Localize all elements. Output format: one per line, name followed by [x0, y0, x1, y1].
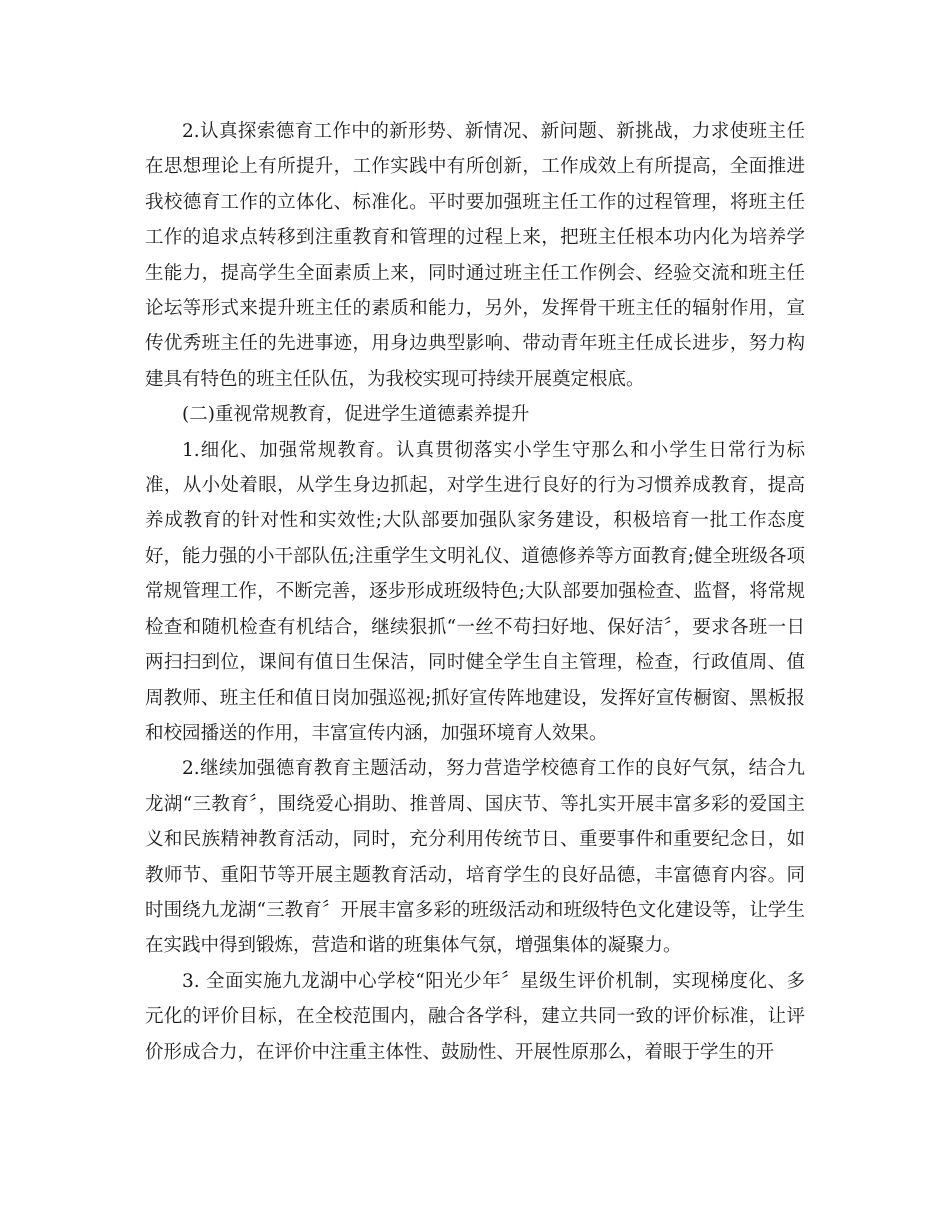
paragraph-theme-activities: 2.继续加强德育教育主题活动，努力营造学校德育工作的良好气氛，结合九龙湖“三教育〞，围绕爱心捐助、推普周、国庆节、等扎实开展丰富多彩的爱国主义和民族精神教育活动，同时，充分利用传统节日、重要事件和重要纪念日，如教师节、重阳节等开展主题教育活动，培育学生的良好品德，丰富德育内容。同时围绕九龙湖“三教育〞开展丰富多彩的班级活动和班级特色文化建设等，让学生在实践中得到锻炼，营造和谐的班集体气氛，增强集体的凝聚力。 [145, 758, 805, 957]
section-heading-routine-education: (二)重视常规教育，促进学生道德素养提升 [182, 404, 530, 426]
paragraph-routine-education: 1.细化、加强常规教育。认真贯彻落实小学生守那么和小学生日常行为标准，从小处着眼，从学生身边抓起，对学生进行良好的行为习惯养成教育，提高养成教育的针对性和实效性;大队部要加强队家务建设，积极培育一批工作态度好，能力强的小干部队伍;注重学生文明礼仪、道德修养等方面教育;健全班级各项常规管理工作，不断完善，逐步形成班级特色;大队部要加强检查、监督，将常规检查和随机检查有机结合，继续狠抓“一丝不苟扫好地、保好洁〞，要求各班一日两扫扫到位，课间有值日生保洁，同时健全学生自主管理，检查，行政值周、值周教师、班主任和值日岗加强巡视;抓好宣传阵地建设，发挥好宣传橱窗、黑板报和校园播送的作用，丰富宣传内涵，加强环境育人效果。 [145, 439, 805, 744]
paragraph-star-evaluation: 3. 全面实施九龙湖中心学校“阳光少年〞星级生评价机制，实现梯度化、多元化的评价目标，在全校范围内，融合各学科，建立共同一致的评价标准，让评价形成合力，在评价中注重主体性、鼓励性、开展性原那么，着眼于学生的开 [145, 970, 805, 1063]
document-body [145, 114, 805, 1070]
paragraph-class-teacher-work: 2.认真探索德育工作中的新形势、新情况、新问题、新挑战，力求使班主任在思想理论上有所提升，工作实践中有所创新，工作成效上有所提高，全面推进我校德育工作的立体化、标准化。平时要加强班主任工作的过程管理，将班主任工作的追求点转移到注重教育和管理的过程上来，把班主任根本功内化为培养学生能力，提高学生全面素质上来，同时通过班主任工作例会、经验交流和班主任论坛等形式来提升班主任的素质和能力，另外，发挥骨干班主任的辐射作用，宣传优秀班主任的先进事迹，用身边典型影响、带动青年班主任成长进步，努力构建具有特色的班主任队伍，为我校实现可持续开展奠定根底。 [145, 121, 805, 390]
